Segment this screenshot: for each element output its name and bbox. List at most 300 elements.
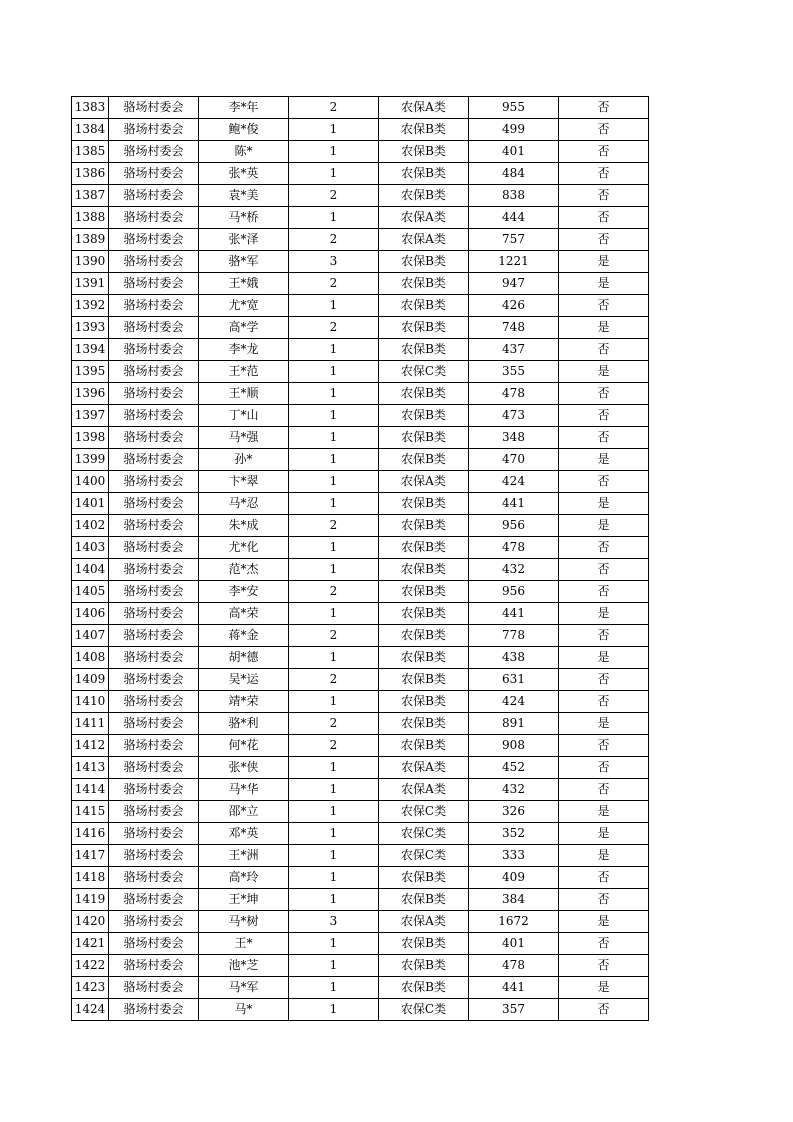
table-row: [72, 251, 649, 273]
flag-cell: 是: [559, 801, 649, 823]
row-number-cell: 1392: [72, 295, 109, 317]
household-count-cell: 1: [289, 933, 379, 955]
household-count-cell: 1: [289, 339, 379, 361]
amount-cell: 441: [469, 493, 559, 515]
name-cell: 范*杰: [199, 559, 289, 581]
flag-cell: 否: [559, 999, 649, 1021]
flag-cell: 是: [559, 273, 649, 295]
name-cell: 蒋*金: [199, 625, 289, 647]
category-cell: 农保B类: [379, 581, 469, 603]
name-cell: 靖*荣: [199, 691, 289, 713]
household-count-cell: 1: [289, 163, 379, 185]
data-table: [71, 96, 649, 1021]
village-cell: 骆场村委会: [109, 493, 199, 515]
flag-cell: 否: [559, 889, 649, 911]
flag-cell: 否: [559, 207, 649, 229]
row-number-cell: 1386: [72, 163, 109, 185]
name-cell: 高*玲: [199, 867, 289, 889]
table-row: [72, 999, 649, 1021]
row-number-cell: 1384: [72, 119, 109, 141]
flag-cell: 是: [559, 251, 649, 273]
table-row: [72, 889, 649, 911]
category-cell: 农保C类: [379, 845, 469, 867]
amount-cell: 348: [469, 427, 559, 449]
name-cell: 马*树: [199, 911, 289, 933]
amount-cell: 326: [469, 801, 559, 823]
category-cell: 农保B类: [379, 669, 469, 691]
flag-cell: 是: [559, 713, 649, 735]
village-cell: 骆场村委会: [109, 823, 199, 845]
amount-cell: 956: [469, 515, 559, 537]
amount-cell: 908: [469, 735, 559, 757]
household-count-cell: 1: [289, 757, 379, 779]
household-count-cell: 1: [289, 603, 379, 625]
category-cell: 农保B类: [379, 317, 469, 339]
category-cell: 农保B类: [379, 339, 469, 361]
category-cell: 农保A类: [379, 911, 469, 933]
name-cell: 骆*军: [199, 251, 289, 273]
household-count-cell: 1: [289, 647, 379, 669]
name-cell: 王*娥: [199, 273, 289, 295]
name-cell: 王*范: [199, 361, 289, 383]
amount-cell: 432: [469, 779, 559, 801]
flag-cell: 否: [559, 383, 649, 405]
name-cell: 马*忍: [199, 493, 289, 515]
household-count-cell: 1: [289, 537, 379, 559]
row-number-cell: 1389: [72, 229, 109, 251]
table-row: [72, 229, 649, 251]
table-row: [72, 295, 649, 317]
flag-cell: 否: [559, 405, 649, 427]
row-number-cell: 1422: [72, 955, 109, 977]
table-row: [72, 559, 649, 581]
category-cell: 农保B类: [379, 119, 469, 141]
row-number-cell: 1413: [72, 757, 109, 779]
name-cell: 马*强: [199, 427, 289, 449]
village-cell: 骆场村委会: [109, 977, 199, 999]
name-cell: 高*荣: [199, 603, 289, 625]
household-count-cell: 1: [289, 471, 379, 493]
village-cell: 骆场村委会: [109, 229, 199, 251]
name-cell: 王*: [199, 933, 289, 955]
household-count-cell: 1: [289, 361, 379, 383]
village-cell: 骆场村委会: [109, 361, 199, 383]
household-count-cell: 1: [289, 823, 379, 845]
amount-cell: 424: [469, 471, 559, 493]
flag-cell: 否: [559, 537, 649, 559]
table-row: [72, 801, 649, 823]
household-count-cell: 1: [289, 977, 379, 999]
flag-cell: 否: [559, 779, 649, 801]
row-number-cell: 1411: [72, 713, 109, 735]
category-cell: 农保B类: [379, 647, 469, 669]
name-cell: 马*桥: [199, 207, 289, 229]
flag-cell: 是: [559, 845, 649, 867]
village-cell: 骆场村委会: [109, 713, 199, 735]
amount-cell: 478: [469, 383, 559, 405]
amount-cell: 1221: [469, 251, 559, 273]
row-number-cell: 1390: [72, 251, 109, 273]
amount-cell: 409: [469, 867, 559, 889]
village-cell: 骆场村委会: [109, 339, 199, 361]
table-row: [72, 405, 649, 427]
village-cell: 骆场村委会: [109, 295, 199, 317]
category-cell: 农保B类: [379, 713, 469, 735]
village-cell: 骆场村委会: [109, 559, 199, 581]
table-row: [72, 691, 649, 713]
table-row: [72, 647, 649, 669]
flag-cell: 否: [559, 185, 649, 207]
category-cell: 农保B类: [379, 141, 469, 163]
household-count-cell: 1: [289, 559, 379, 581]
row-number-cell: 1391: [72, 273, 109, 295]
name-cell: 王*坤: [199, 889, 289, 911]
name-cell: 马*: [199, 999, 289, 1021]
flag-cell: 否: [559, 471, 649, 493]
row-number-cell: 1424: [72, 999, 109, 1021]
row-number-cell: 1408: [72, 647, 109, 669]
category-cell: 农保A类: [379, 97, 469, 119]
village-cell: 骆场村委会: [109, 603, 199, 625]
row-number-cell: 1414: [72, 779, 109, 801]
household-count-cell: 1: [289, 405, 379, 427]
flag-cell: 否: [559, 867, 649, 889]
category-cell: 农保B类: [379, 273, 469, 295]
village-cell: 骆场村委会: [109, 383, 199, 405]
amount-cell: 357: [469, 999, 559, 1021]
amount-cell: 444: [469, 207, 559, 229]
table-row: [72, 735, 649, 757]
amount-cell: 478: [469, 955, 559, 977]
village-cell: 骆场村委会: [109, 119, 199, 141]
row-number-cell: 1423: [72, 977, 109, 999]
row-number-cell: 1405: [72, 581, 109, 603]
row-number-cell: 1418: [72, 867, 109, 889]
category-cell: 农保B类: [379, 735, 469, 757]
category-cell: 农保A类: [379, 207, 469, 229]
row-number-cell: 1410: [72, 691, 109, 713]
table-row: [72, 163, 649, 185]
amount-cell: 748: [469, 317, 559, 339]
table-row: [72, 955, 649, 977]
household-count-cell: 2: [289, 229, 379, 251]
village-cell: 骆场村委会: [109, 515, 199, 537]
row-number-cell: 1404: [72, 559, 109, 581]
category-cell: 农保B类: [379, 427, 469, 449]
name-cell: 高*学: [199, 317, 289, 339]
row-number-cell: 1409: [72, 669, 109, 691]
household-count-cell: 1: [289, 493, 379, 515]
table-row: [72, 845, 649, 867]
table-row: [72, 603, 649, 625]
flag-cell: 否: [559, 141, 649, 163]
category-cell: 农保C类: [379, 823, 469, 845]
household-count-cell: 1: [289, 867, 379, 889]
village-cell: 骆场村委会: [109, 449, 199, 471]
flag-cell: 是: [559, 823, 649, 845]
name-cell: 陈*: [199, 141, 289, 163]
amount-cell: 432: [469, 559, 559, 581]
household-count-cell: 1: [289, 383, 379, 405]
table-row: [72, 823, 649, 845]
name-cell: 邵*立: [199, 801, 289, 823]
table-row: [72, 427, 649, 449]
household-count-cell: 1: [289, 449, 379, 471]
village-cell: 骆场村委会: [109, 251, 199, 273]
household-count-cell: 1: [289, 295, 379, 317]
row-number-cell: 1397: [72, 405, 109, 427]
table-row: [72, 119, 649, 141]
flag-cell: 是: [559, 515, 649, 537]
name-cell: 何*花: [199, 735, 289, 757]
category-cell: 农保B类: [379, 185, 469, 207]
household-count-cell: 2: [289, 625, 379, 647]
household-count-cell: 1: [289, 207, 379, 229]
row-number-cell: 1401: [72, 493, 109, 515]
row-number-cell: 1387: [72, 185, 109, 207]
category-cell: 农保A类: [379, 757, 469, 779]
name-cell: 袁*美: [199, 185, 289, 207]
name-cell: 尤*宽: [199, 295, 289, 317]
table-row: [72, 867, 649, 889]
table-row: [72, 515, 649, 537]
flag-cell: 否: [559, 427, 649, 449]
category-cell: 农保C类: [379, 999, 469, 1021]
name-cell: 骆*利: [199, 713, 289, 735]
table-row: [72, 493, 649, 515]
flag-cell: 是: [559, 977, 649, 999]
table-row: [72, 471, 649, 493]
household-count-cell: 1: [289, 141, 379, 163]
village-cell: 骆场村委会: [109, 317, 199, 339]
flag-cell: 是: [559, 493, 649, 515]
household-count-cell: 2: [289, 515, 379, 537]
amount-cell: 441: [469, 977, 559, 999]
amount-cell: 778: [469, 625, 559, 647]
category-cell: 农保B类: [379, 867, 469, 889]
flag-cell: 否: [559, 581, 649, 603]
row-number-cell: 1395: [72, 361, 109, 383]
amount-cell: 947: [469, 273, 559, 295]
household-count-cell: 1: [289, 889, 379, 911]
row-number-cell: 1396: [72, 383, 109, 405]
amount-cell: 384: [469, 889, 559, 911]
table-row: [72, 933, 649, 955]
household-count-cell: 2: [289, 713, 379, 735]
village-cell: 骆场村委会: [109, 141, 199, 163]
village-cell: 骆场村委会: [109, 625, 199, 647]
household-count-cell: 1: [289, 427, 379, 449]
name-cell: 王*洲: [199, 845, 289, 867]
name-cell: 马*军: [199, 977, 289, 999]
household-count-cell: 2: [289, 97, 379, 119]
table-row: [72, 383, 649, 405]
row-number-cell: 1388: [72, 207, 109, 229]
amount-cell: 956: [469, 581, 559, 603]
table-row: [72, 141, 649, 163]
flag-cell: 否: [559, 625, 649, 647]
amount-cell: 401: [469, 141, 559, 163]
amount-cell: 437: [469, 339, 559, 361]
amount-cell: 352: [469, 823, 559, 845]
village-cell: 骆场村委会: [109, 911, 199, 933]
village-cell: 骆场村委会: [109, 801, 199, 823]
flag-cell: 否: [559, 97, 649, 119]
flag-cell: 否: [559, 757, 649, 779]
name-cell: 吴*运: [199, 669, 289, 691]
row-number-cell: 1399: [72, 449, 109, 471]
category-cell: 农保B类: [379, 889, 469, 911]
name-cell: 胡*德: [199, 647, 289, 669]
village-cell: 骆场村委会: [109, 845, 199, 867]
flag-cell: 否: [559, 691, 649, 713]
name-cell: 张*侠: [199, 757, 289, 779]
village-cell: 骆场村委会: [109, 999, 199, 1021]
village-cell: 骆场村委会: [109, 757, 199, 779]
amount-cell: 631: [469, 669, 559, 691]
household-count-cell: 2: [289, 581, 379, 603]
village-cell: 骆场村委会: [109, 471, 199, 493]
row-number-cell: 1407: [72, 625, 109, 647]
table-row: [72, 581, 649, 603]
name-cell: 卞*翠: [199, 471, 289, 493]
village-cell: 骆场村委会: [109, 97, 199, 119]
category-cell: 农保B类: [379, 295, 469, 317]
household-count-cell: 1: [289, 801, 379, 823]
name-cell: 尤*化: [199, 537, 289, 559]
category-cell: 农保B类: [379, 515, 469, 537]
category-cell: 农保A类: [379, 229, 469, 251]
village-cell: 骆场村委会: [109, 669, 199, 691]
name-cell: 丁*山: [199, 405, 289, 427]
name-cell: 李*年: [199, 97, 289, 119]
row-number-cell: 1394: [72, 339, 109, 361]
amount-cell: 441: [469, 603, 559, 625]
name-cell: 邓*英: [199, 823, 289, 845]
table-row: [72, 317, 649, 339]
flag-cell: 是: [559, 603, 649, 625]
amount-cell: 401: [469, 933, 559, 955]
table-row: [72, 757, 649, 779]
amount-cell: 426: [469, 295, 559, 317]
village-cell: 骆场村委会: [109, 779, 199, 801]
name-cell: 李*龙: [199, 339, 289, 361]
category-cell: 农保B类: [379, 691, 469, 713]
flag-cell: 是: [559, 361, 649, 383]
row-number-cell: 1416: [72, 823, 109, 845]
village-cell: 骆场村委会: [109, 581, 199, 603]
category-cell: 农保B类: [379, 537, 469, 559]
amount-cell: 478: [469, 537, 559, 559]
household-count-cell: 1: [289, 779, 379, 801]
flag-cell: 否: [559, 229, 649, 251]
row-number-cell: 1398: [72, 427, 109, 449]
row-number-cell: 1403: [72, 537, 109, 559]
table-row: [72, 97, 649, 119]
flag-cell: 是: [559, 449, 649, 471]
name-cell: 朱*成: [199, 515, 289, 537]
amount-cell: 757: [469, 229, 559, 251]
name-cell: 张*泽: [199, 229, 289, 251]
household-count-cell: 1: [289, 955, 379, 977]
household-count-cell: 3: [289, 251, 379, 273]
name-cell: 孙*: [199, 449, 289, 471]
village-cell: 骆场村委会: [109, 163, 199, 185]
row-number-cell: 1417: [72, 845, 109, 867]
table-row: [72, 537, 649, 559]
category-cell: 农保B类: [379, 251, 469, 273]
village-cell: 骆场村委会: [109, 273, 199, 295]
category-cell: 农保A类: [379, 779, 469, 801]
household-count-cell: 1: [289, 119, 379, 141]
flag-cell: 是: [559, 647, 649, 669]
name-cell: 马*华: [199, 779, 289, 801]
row-number-cell: 1393: [72, 317, 109, 339]
household-count-cell: 1: [289, 691, 379, 713]
village-cell: 骆场村委会: [109, 889, 199, 911]
name-cell: 池*芝: [199, 955, 289, 977]
flag-cell: 否: [559, 559, 649, 581]
table-row: [72, 779, 649, 801]
category-cell: 农保B类: [379, 163, 469, 185]
village-cell: 骆场村委会: [109, 405, 199, 427]
amount-cell: 473: [469, 405, 559, 427]
category-cell: 农保B类: [379, 625, 469, 647]
village-cell: 骆场村委会: [109, 933, 199, 955]
household-count-cell: 2: [289, 273, 379, 295]
amount-cell: 452: [469, 757, 559, 779]
name-cell: 李*安: [199, 581, 289, 603]
flag-cell: 否: [559, 735, 649, 757]
household-count-cell: 2: [289, 317, 379, 339]
row-number-cell: 1421: [72, 933, 109, 955]
amount-cell: 1672: [469, 911, 559, 933]
amount-cell: 424: [469, 691, 559, 713]
household-count-cell: 1: [289, 999, 379, 1021]
amount-cell: 838: [469, 185, 559, 207]
row-number-cell: 1400: [72, 471, 109, 493]
household-count-cell: 1: [289, 845, 379, 867]
table-row: [72, 911, 649, 933]
table-row: [72, 273, 649, 295]
table-row: [72, 977, 649, 999]
row-number-cell: 1415: [72, 801, 109, 823]
village-cell: 骆场村委会: [109, 735, 199, 757]
amount-cell: 891: [469, 713, 559, 735]
category-cell: 农保B类: [379, 383, 469, 405]
amount-cell: 355: [469, 361, 559, 383]
amount-cell: 955: [469, 97, 559, 119]
category-cell: 农保B类: [379, 933, 469, 955]
name-cell: 张*英: [199, 163, 289, 185]
name-cell: 鲍*俊: [199, 119, 289, 141]
flag-cell: 否: [559, 669, 649, 691]
village-cell: 骆场村委会: [109, 537, 199, 559]
table-row: [72, 361, 649, 383]
amount-cell: 333: [469, 845, 559, 867]
table-body: [72, 97, 649, 1021]
flag-cell: 否: [559, 119, 649, 141]
village-cell: 骆场村委会: [109, 691, 199, 713]
flag-cell: 否: [559, 933, 649, 955]
household-count-cell: 2: [289, 185, 379, 207]
category-cell: 农保B类: [379, 449, 469, 471]
category-cell: 农保B类: [379, 493, 469, 515]
amount-cell: 470: [469, 449, 559, 471]
amount-cell: 499: [469, 119, 559, 141]
category-cell: 农保B类: [379, 977, 469, 999]
category-cell: 农保A类: [379, 471, 469, 493]
